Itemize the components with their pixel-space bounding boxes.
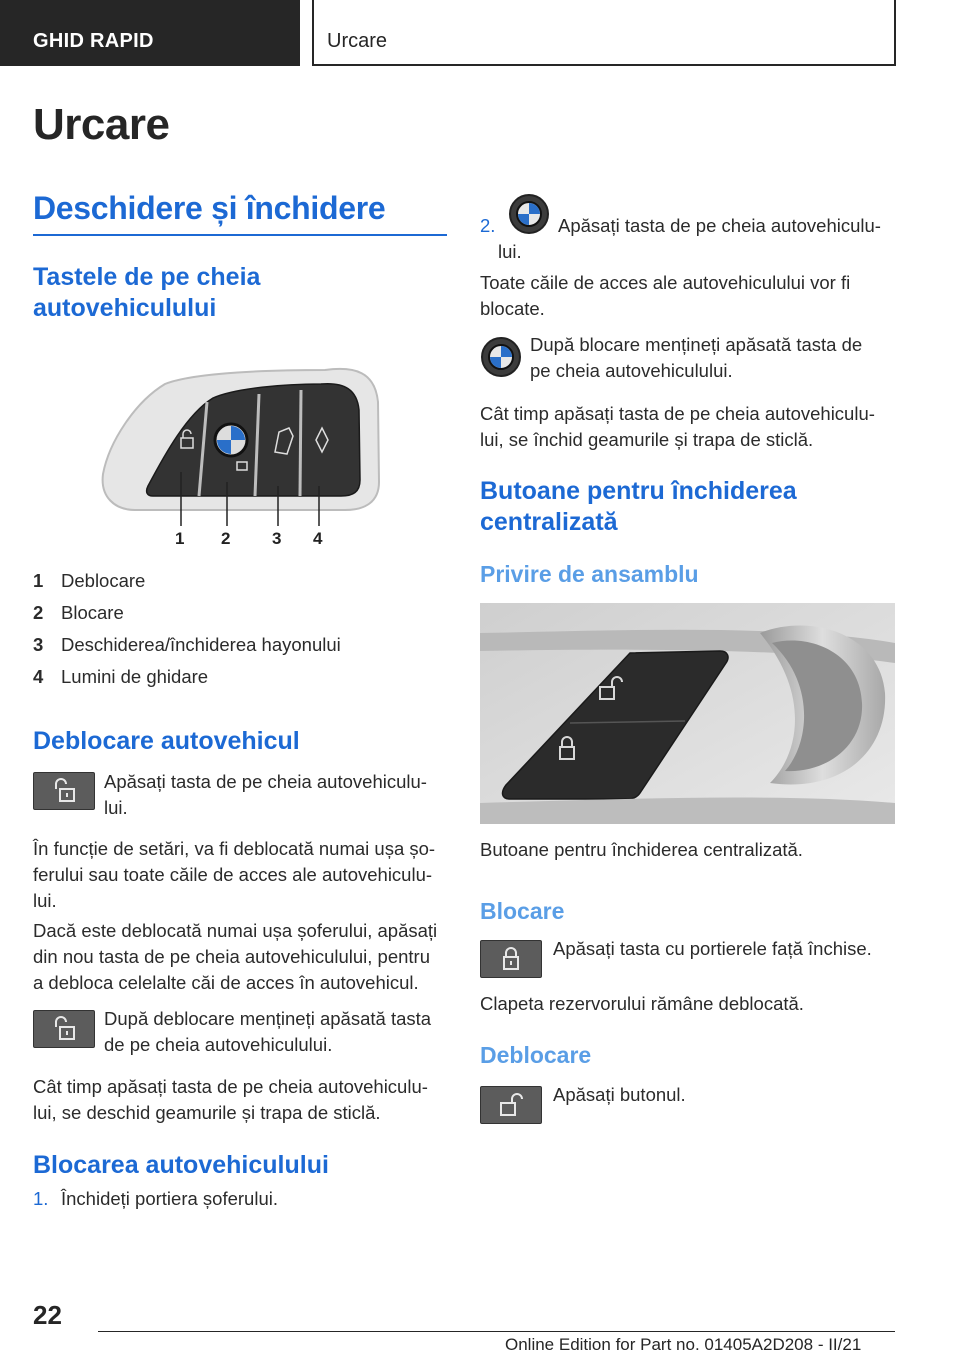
lock-hold-line1: După blocare mențineți apăsată tasta de <box>530 334 863 355</box>
unlock-hold-button-icon <box>33 1010 95 1048</box>
lock-step-2-number <box>480 213 495 239</box>
key-buttons-heading-line1: Tastele de pe cheia <box>33 263 261 291</box>
unlock-paragraph-1 <box>33 836 435 914</box>
central-locking-heading <box>480 476 797 538</box>
central-lock-button-icon <box>480 940 542 978</box>
bmw-key-hold-icon <box>480 336 522 378</box>
central-unlock-heading: Deblocare <box>480 1042 592 1068</box>
central-lock-text: Apăsați tasta cu portierele față închise. <box>553 938 872 959</box>
legend-text: Blocare <box>61 602 124 623</box>
lock-paragraph-1 <box>480 270 850 322</box>
legend-number: 1 <box>33 570 44 591</box>
legend-text: Deschiderea/închiderea hayonului <box>61 634 341 655</box>
key-buttons-heading-line2: autovehiculului <box>33 294 217 322</box>
callout-1: 1 <box>175 529 185 548</box>
lock-paragraph-2-line2: lui, se închid geamurile și trapa de sticlă. <box>480 429 814 450</box>
unlock-paragraph-3-line2: lui, se deschid geamurile și trapa de sticlă. <box>33 1102 381 1123</box>
unlock-key-button-icon <box>33 772 95 810</box>
footer-edition: Online Edition for Part no. 01405A2D208 - II/21 <box>505 1335 862 1354</box>
central-locking-heading-line2: centralizată <box>480 508 618 536</box>
unlock-paragraph-2 <box>33 918 437 996</box>
unlock-paragraph-3-line1: Cât timp apăsați tasta de pe cheia autovehiculu- <box>33 1076 428 1097</box>
lock-step-2-num: 2. <box>480 215 496 236</box>
central-unlock-button-icon <box>480 1086 542 1124</box>
key-buttons-heading <box>33 262 260 324</box>
section-title-rule <box>33 234 447 236</box>
header-topic-box <box>312 0 896 66</box>
door-panel-photo <box>480 603 895 824</box>
door-panel-caption: Butoane pentru închiderea centralizată. <box>480 839 803 860</box>
callout-3: 3 <box>272 529 282 548</box>
lock-step-1 <box>33 1186 278 1212</box>
unlock-hold-line2: de pe cheia autovehiculului. <box>104 1034 333 1055</box>
unlock-hold-instruction <box>104 1006 431 1058</box>
legend-number: 3 <box>33 634 44 655</box>
unlock-paragraph-3 <box>33 1074 428 1126</box>
legend-text: Lumini de ghidare <box>61 666 209 687</box>
callout-2: 2 <box>221 529 231 548</box>
unlock-paragraph-1-line3: lui. <box>33 890 57 911</box>
unlock-paragraph-1-line1: În funcție de setări, va fi deblocată numai ușa șo- <box>33 838 436 859</box>
lock-paragraph-1-line2: blocate. <box>480 298 545 319</box>
callout-4: 4 <box>313 529 323 548</box>
lock-paragraph-2 <box>480 401 875 453</box>
lock-step-2-line2: lui. <box>498 241 522 262</box>
key-divider-3 <box>300 390 301 496</box>
header-topic-label: Urcare <box>327 30 388 52</box>
chapter-title: Urcare <box>33 100 170 149</box>
lock-step-1-number: 1. <box>33 1188 49 1209</box>
overview-heading: Privire de ansamblu <box>480 561 699 587</box>
lock-hold-instruction <box>530 332 862 384</box>
lock-step-1-text: Închideți portiera șoferului. <box>61 1188 278 1209</box>
legend-number: 2 <box>33 602 44 623</box>
header-section-label: GHID RAPID <box>33 30 154 52</box>
header-section-tab <box>0 0 300 66</box>
unlock-instruction-line2: lui. <box>104 797 128 818</box>
lock-step-2-line1: Apăsați tasta de pe cheia autovehiculu- <box>558 215 881 236</box>
legend-number: 4 <box>33 666 44 687</box>
unlock-instruction <box>104 769 427 821</box>
key-fob-illustration <box>95 362 385 548</box>
unlock-heading: Deblocare autovehicul <box>33 727 300 755</box>
central-unlock-text: Apăsați butonul. <box>553 1084 686 1105</box>
lock-paragraph-1-line1: Toate căile de acces ale autovehiculului vor fi <box>480 272 851 293</box>
unlock-paragraph-2-line3: a debloca celelalte căi de acces în autovehicul. <box>33 972 419 993</box>
lock-step-2-text <box>498 213 881 265</box>
section-title: Deschidere și închidere <box>33 190 386 226</box>
central-lock-heading: Blocare <box>480 898 565 924</box>
lock-hold-line2: pe cheia autovehiculului. <box>530 360 733 381</box>
unlock-instruction-line1: Apăsați tasta de pe cheia autovehiculu- <box>104 771 427 792</box>
unlock-hold-line1: După deblocare mențineți apăsată tasta <box>104 1008 432 1029</box>
central-lock-note: Clapeta rezervorului rămâne deblocată. <box>480 993 804 1014</box>
unlock-paragraph-1-line2: ferului sau toate căile de acces ale autovehiculu- <box>33 864 433 885</box>
footer-rule <box>98 1331 895 1332</box>
legend-text: Deblocare <box>61 570 146 591</box>
unlock-paragraph-2-line2: din nou tasta de pe cheia autovehiculului, pentru <box>33 946 431 967</box>
lock-paragraph-2-line1: Cât timp apăsați tasta de pe cheia autovehiculu- <box>480 403 875 424</box>
page-number: 22 <box>33 1300 62 1330</box>
lock-heading: Blocarea autovehiculului <box>33 1151 329 1179</box>
unlock-paragraph-2-line1: Dacă este deblocată numai ușa șoferului, apăsați <box>33 920 438 941</box>
central-locking-heading-line1: Butoane pentru închiderea <box>480 477 797 505</box>
